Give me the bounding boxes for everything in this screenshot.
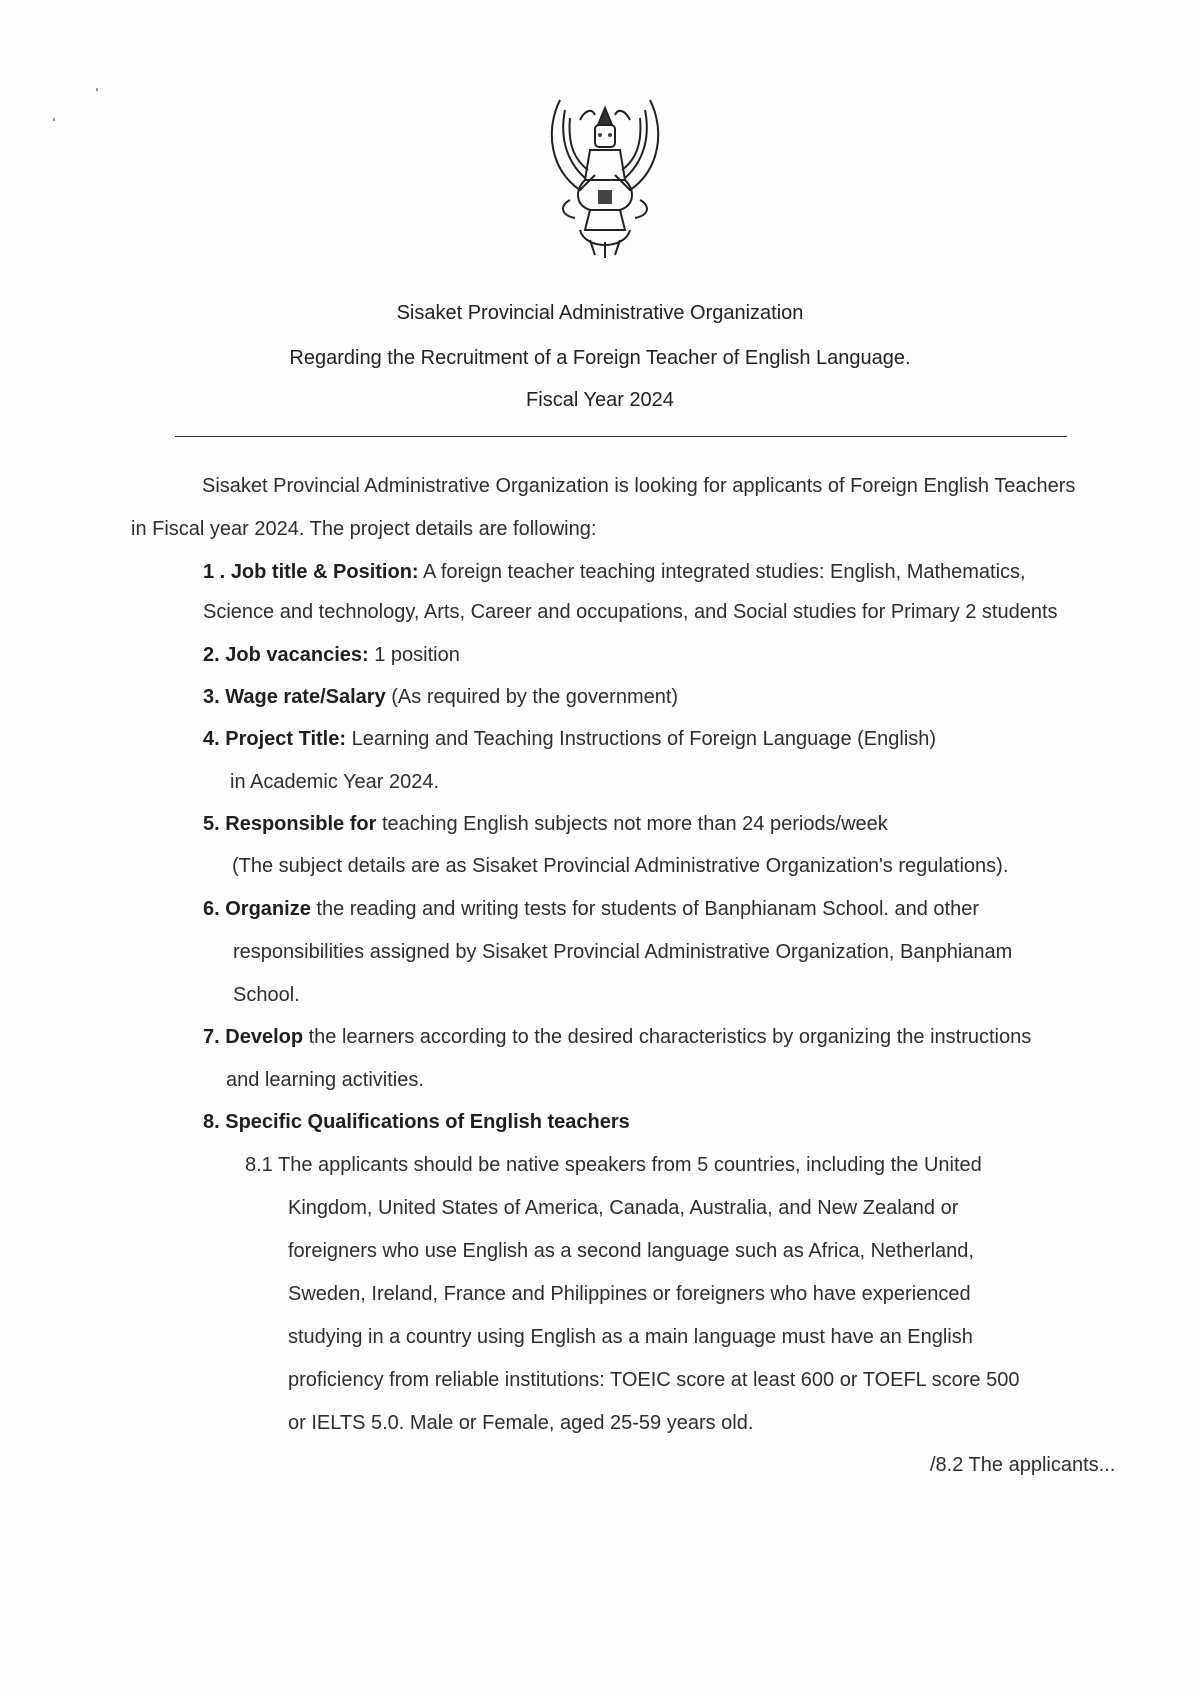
sub-8-1-line-1: [245, 1154, 982, 1177]
item-5-text: teaching English subjects not more than 24 periods/week: [376, 813, 888, 835]
intro-line-2: in Fiscal year 2024. The project details are following:: [131, 518, 597, 540]
item-1-label: Job title & Position:: [230, 561, 419, 583]
sub-8-1-line-6: proficiency from reliable institutions: TOEIC score at least 600 or TOEFL score 500: [288, 1369, 1020, 1391]
item-3-number: 3.: [203, 686, 220, 708]
item-3-label: Wage rate/Salary: [225, 686, 386, 708]
item-6-continuation-1: responsibilities assigned by Sisaket Provincial Administrative Organization, Banphianam: [233, 941, 1013, 963]
item-4-text: Learning and Teaching Instructions of Foreign Language (English): [346, 728, 937, 750]
item-7-continuation: and learning activities.: [226, 1069, 424, 1091]
item-2-number: 2.: [203, 644, 220, 666]
sub-8-1-line-3: foreigners who use English as a second language such as Africa, Netherland,: [288, 1240, 974, 1262]
item-1-number: 1 .: [203, 561, 226, 583]
garuda-emblem-icon: [540, 90, 670, 270]
sub-8-1-line-7: or IELTS 5.0. Male or Female, aged 25-59 years old.: [288, 1412, 754, 1434]
scan-speck: [96, 88, 98, 91]
item-7-number: 7.: [203, 1026, 220, 1048]
item-5-continuation: (The subject details are as Sisaket Provincial Administrative Organization's regulations).: [232, 855, 1009, 877]
page-continuation-note: /8.2 The applicants...: [930, 1454, 1116, 1476]
sub-8-1-number: 8.1: [245, 1154, 273, 1176]
item-4-label: Project Title:: [225, 728, 347, 750]
item-6-text: the reading and writing tests for students of Banphianam School. and other: [310, 898, 980, 920]
item-5-label: Responsible for: [225, 813, 377, 835]
document-subject: Regarding the Recruitment of a Foreign Teacher of English Language.: [289, 347, 911, 369]
item-5-number: 5.: [203, 813, 220, 835]
item-1-continuation: Science and technology, Arts, Career and occupations, and Social studies for Primary 2 students: [203, 601, 1058, 623]
organization-title: Sisaket Provincial Administrative Organization: [396, 302, 804, 324]
item-4-number: 4.: [203, 728, 220, 750]
item-2-text: 1 position: [368, 644, 460, 666]
sub-8-1-text: The applicants should be native speakers from 5 countries, including the United: [278, 1154, 982, 1176]
item-6-continuation-2: School.: [233, 984, 300, 1006]
item-6: [203, 898, 979, 921]
item-2: [203, 644, 460, 667]
item-7-label: Develop: [225, 1026, 304, 1048]
item-4: [203, 728, 936, 751]
item-3-text: (As required by the government): [385, 686, 679, 708]
item-6-number: 6.: [203, 898, 220, 920]
item-8-label: Specific Qualifications of English teachers: [225, 1111, 630, 1133]
item-2-label: Job vacancies:: [225, 644, 369, 666]
item-6-label: Organize: [225, 898, 311, 920]
item-1-text: A foreign teacher teaching integrated studies: English, Mathematics,: [418, 561, 1026, 583]
item-3: [203, 686, 678, 709]
sub-8-1-line-2: Kingdom, United States of America, Canada, Australia, and New Zealand or: [288, 1197, 959, 1219]
fiscal-year: Fiscal Year 2024: [526, 389, 674, 411]
scan-speck: [53, 118, 55, 121]
sub-8-1-line-4: Sweden, Ireland, France and Philippines or foreigners who have experienced: [288, 1283, 971, 1305]
intro-line-1: Sisaket Provincial Administrative Organization is looking for applicants of Foreign English Teachers: [202, 475, 1076, 497]
item-5: [203, 813, 888, 836]
item-7: [203, 1026, 1031, 1049]
header-divider: [175, 436, 1067, 437]
item-8: [203, 1111, 630, 1134]
sub-8-1-line-5: studying in a country using English as a main language must have an English: [288, 1326, 973, 1348]
item-1: [203, 561, 1026, 584]
item-7-text: the learners according to the desired characteristics by organizing the instructions: [303, 1026, 1032, 1048]
item-4-continuation: in Academic Year 2024.: [230, 771, 440, 793]
item-8-number: 8.: [203, 1111, 220, 1133]
